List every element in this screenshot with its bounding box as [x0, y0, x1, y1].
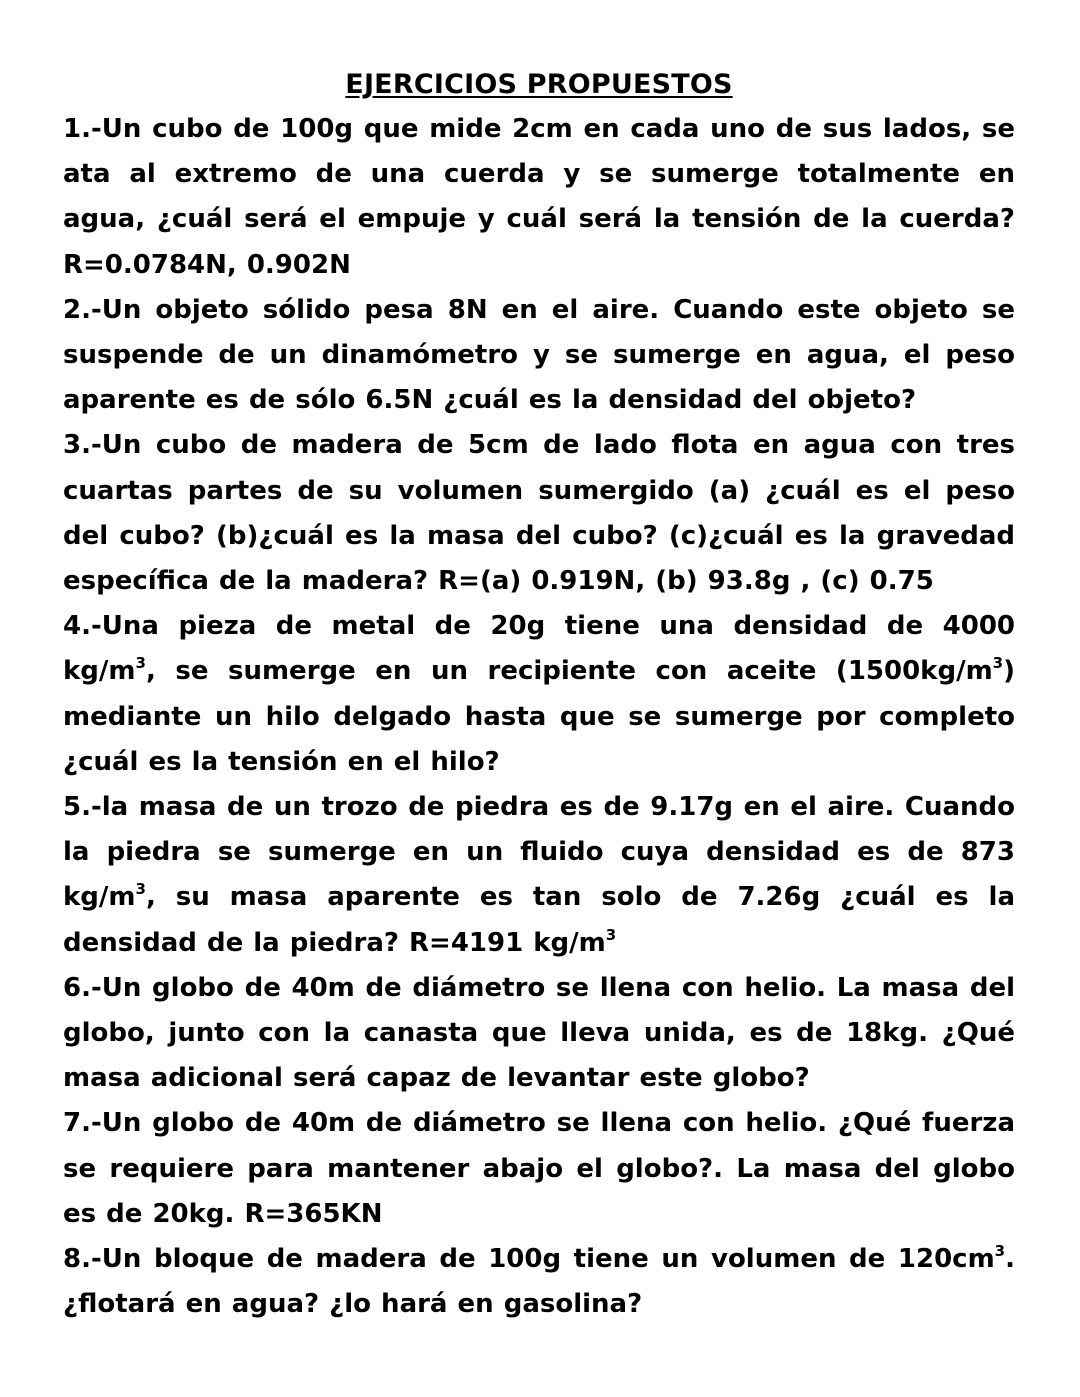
exercise-4-text-c: ) mediante un hilo delgado hasta que se sumerge por completo ¿cuál es la tensión en el hilo? [63, 656, 1015, 777]
exercise-1: 1.-Un cubo de 100g que mide 2cm en cada uno de sus lados, se ata al extremo de una cuerda y se sumerge totalmente en agua, ¿cuál será el empuje y cuál será la tensión de la cuerda? R=0.0784N, 0.902N [63, 114, 1015, 280]
document-page [63, 62, 1015, 1327]
page-title: EJERCICIOS PROPUESTOS [345, 69, 733, 100]
exercise-4-superscript-b: 3 [992, 654, 1004, 673]
exercise-4 [63, 604, 1015, 785]
exercise-8-text-a: 8.-Un bloque de madera de 100g tiene un volumen de 120cm [63, 1244, 995, 1275]
exercise-4-superscript-a: 3 [135, 654, 146, 673]
exercise-5-superscript-a: 3 [135, 880, 146, 899]
exercise-5-text-b: , su masa aparente es tan solo de 7.26g ¿cuál es la densidad de la piedra? R=4191 kg/m [63, 882, 1015, 958]
exercise-7: 7.-Un globo de 40m de diámetro se llena con helio. ¿Qué fuerza se requiere para mantener abajo el globo?. La masa del globo es de 20kg. R=365KN [63, 1108, 1015, 1229]
exercise-5 [63, 785, 1015, 966]
exercise-6: 6.-Un globo de 40m de diámetro se llena con helio. La masa del globo, junto con la canasta que lleva unida, es de 18kg. ¿Qué masa adicional será capaz de levantar este globo? [63, 972, 1015, 1094]
exercise-2: 2.-Un objeto sólido pesa 8N en el aire. Cuando este objeto se suspende de un dinamómetro y se sumerge en agua, el peso aparente es de sólo 6.5N ¿cuál es la densidad del objeto? [63, 294, 1015, 416]
exercise-4-text-a: 4.-Una pieza de metal de 20g tiene una densidad de 4000 kg/m [63, 611, 1015, 687]
exercise-5-text-a: 5.-la masa de un trozo de piedra es de 9.17g en el aire. Cuando la piedra se sumerge en un fluido cuya densidad es de 873 kg/m [63, 792, 1015, 913]
exercise-5-superscript-b: 3 [605, 925, 617, 944]
exercise-8 [63, 1237, 1015, 1327]
exercise-4-text-b: , se sumerge en un recipiente con aceite (1500kg/m [145, 656, 993, 687]
exercise-3: 3.-Un cubo de madera de 5cm de lado flota en agua con tres cuartas partes de su volumen sumergido (a) ¿cuál es el peso del cubo? (b)¿cuál es la masa del cubo? (c)¿cuál es la gravedad específica de la madera? R=(a) 0.919N, (b) 93.8g , (c) 0.75 [63, 430, 1015, 597]
exercise-8-text-b: . ¿flotará en agua? ¿lo hará en gasolina? [63, 1244, 1015, 1320]
exercise-8-superscript: 3 [994, 1242, 1006, 1261]
